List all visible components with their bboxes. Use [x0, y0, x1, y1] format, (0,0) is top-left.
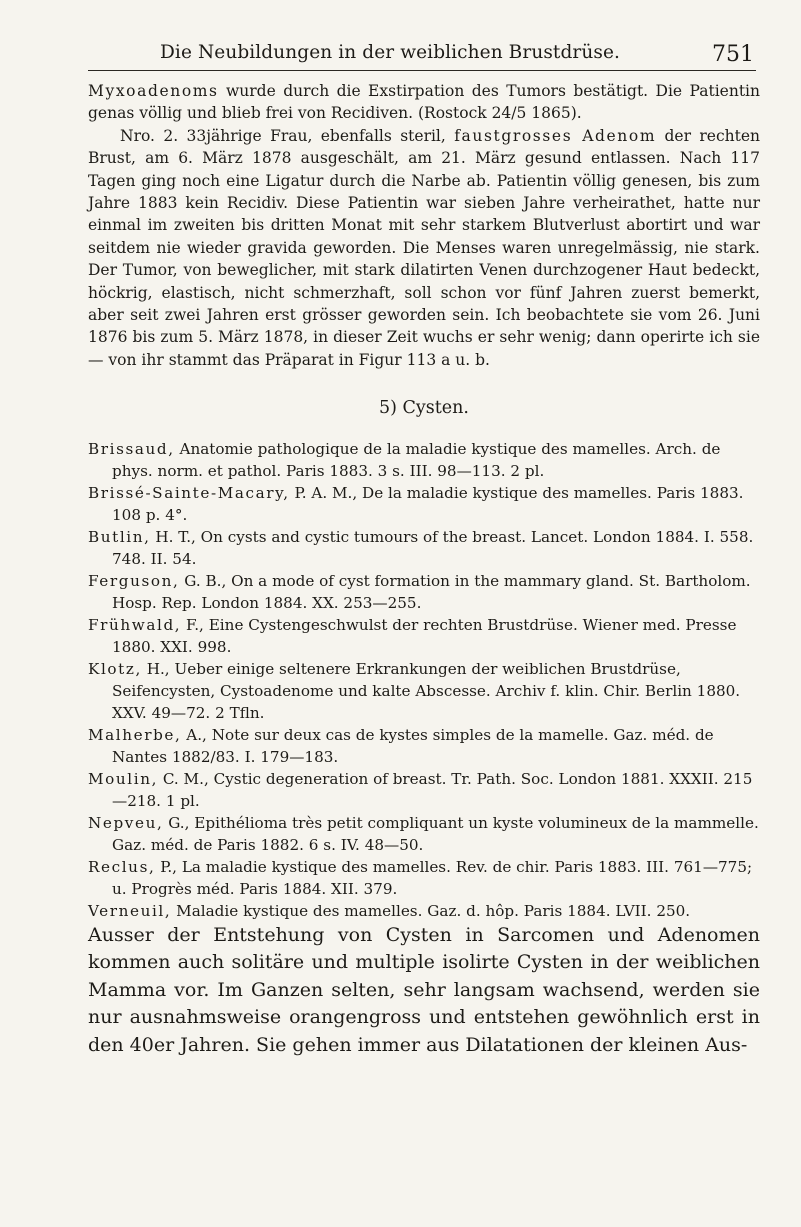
reference-entry — [88, 526, 760, 570]
reference-entry — [88, 812, 760, 856]
reference-author: Klotz, — [88, 659, 142, 678]
emphasized-term: Myxoadenoms — [88, 82, 219, 100]
reference-author: Nepveu, — [88, 813, 164, 832]
reference-text: H. T., On cysts and cystic tumours of the breast. Lancet. London 1884. I. 558. 748. II. 54. — [112, 527, 754, 568]
reference-text: A., Note sur deux cas de kystes simples de la mamelle. Gaz. méd. de Nantes 1882/83. I. 179—183. — [112, 725, 714, 766]
reference-entry — [88, 438, 760, 482]
reference-author: Moulin, — [88, 769, 158, 788]
reference-author: Frühwald, — [88, 615, 182, 634]
reference-entry — [88, 570, 760, 614]
reference-text: Anatomie pathologique de la maladie kystique des mamelles. Arch. de phys. norm. et pathol. Paris 1883. 3 s. III. 98—113. 2 pl. — [112, 439, 721, 480]
closing-paragraph: Ausser der Entstehung von Cysten in Sarcomen und Adenomen kommen auch solitäre und multiple isolirte Cysten in der weiblichen Mamma vor. Im Ganzen selten, sehr langsam wachsend, werden sie nur ausnahmsweise orangengross und entstehen gewöhnlich erst in den 40er Jahren. Sie gehen immer aus Dilatationen der kleinen Aus- — [88, 923, 760, 1056]
reference-entry — [88, 614, 760, 658]
page-body — [88, 80, 760, 1059]
reference-author: Ferguson, — [88, 571, 180, 590]
reference-entry — [88, 482, 760, 526]
reference-text: H., Ueber einige seltenere Erkrankungen der weiblichen Brustdrüse, Seifencysten, Cystoadenome und kalte Abscesse. Archiv f. klin. Chir. Berlin 1880. XXV. 49—72. 2 Tfln. — [112, 659, 741, 722]
case-number-lead: Nro. 2. 33jährige Frau, ebenfalls steril, — [120, 126, 455, 145]
running-title: Die Neubildungen in der weiblichen Brustdrüse. — [160, 42, 620, 63]
reference-author: Brissaud, — [88, 439, 175, 458]
reference-text: P., La maladie kystique des mamelles. Rev. de chir. Paris 1883. III. 761—775; u. Progrès méd. Paris 1884. XII. 379. — [112, 857, 753, 898]
reference-text: G. B., On a mode of cyst formation in the mammary gland. St. Bartholom. Hosp. Rep. London 1884. XX. 253—255. — [112, 571, 751, 612]
reference-author: Reclus, — [88, 857, 156, 876]
page-number: 751 — [712, 42, 754, 67]
reference-author: Malherbe, — [88, 725, 182, 744]
case-paragraph-1 — [88, 80, 760, 125]
section-heading: 5) Cysten. — [378, 398, 469, 419]
paragraph-text: der rechten Brust, am 6. März 1878 ausgeschält, am 21. März gesund entlassen. Nach 117 Tagen ging noch eine Ligatur durch die Narbe ab. Patientin völlig genesen, bis zum Jahre 1883 kein Recidiv. Diese Patientin war sieben Jahre verheirathet, hatte nur einmal im zweiten bis dritten Monat mit sehr starkem Blutverlust abortirt und war seitdem nie wieder gravida geworden. Die Menses waren unregelmässig, nie stark. Der Tumor, von beweglicher, mit stark dilatirten Venen durchzogener Haut bedeckt, höckrig, elastisch, nicht schmerzhaft, soll schon vor fünf Jahren zuerst bemerkt, aber seit zwei Jahren erst grösser geworden sein. Ich beobachtete sie vom 26. Juni 1876 bis zum 5. März 1878, in dieser Zeit wuchs er sehr wenig; dann operirte ich sie — von ihr stammt das Präparat in Figur 113 a u. b. — [88, 126, 760, 369]
page-header — [88, 40, 756, 71]
emphasized-diagnosis: faustgrosses Adenom — [454, 126, 657, 145]
reference-list — [88, 438, 760, 922]
reference-entry — [88, 658, 760, 724]
reference-text: F., Eine Cystengeschwulst der rechten Brustdrüse. Wiener med. Presse 1880. XXI. 998. — [112, 615, 737, 656]
case-paragraph-2 — [88, 125, 760, 371]
reference-text: Maladie kystique des mamelles. Gaz. d. hôp. Paris 1884. LVII. 250. — [171, 901, 691, 920]
reference-author: Verneuil, — [88, 901, 172, 920]
reference-text: C. M., Cystic degeneration of breast. Tr. Path. Soc. London 1881. XXXII. 215—218. 1 pl. — [112, 769, 753, 810]
reference-entry — [88, 900, 760, 922]
reference-author: Brissé-Sainte-Macary, — [88, 483, 290, 502]
paragraph-text: wurde durch die Exstirpation des Tumors bestätigt. Die Patientin genas völlig und blieb frei von Recidiven. (Rostock 24/5 1865). — [88, 82, 760, 123]
reference-entry — [88, 856, 760, 900]
reference-text: P. A. M., De la maladie kystique des mamelles. Paris 1883. 108 p. 4°. — [112, 483, 744, 524]
reference-entry — [88, 768, 760, 812]
reference-text: G., Epithélioma très petit compliquant un kyste volumineux de la mammelle. Gaz. méd. de Paris 1882. 6 s. IV. 48—50. — [112, 813, 759, 854]
reference-entry — [88, 724, 760, 768]
reference-author: Butlin, — [88, 527, 151, 546]
